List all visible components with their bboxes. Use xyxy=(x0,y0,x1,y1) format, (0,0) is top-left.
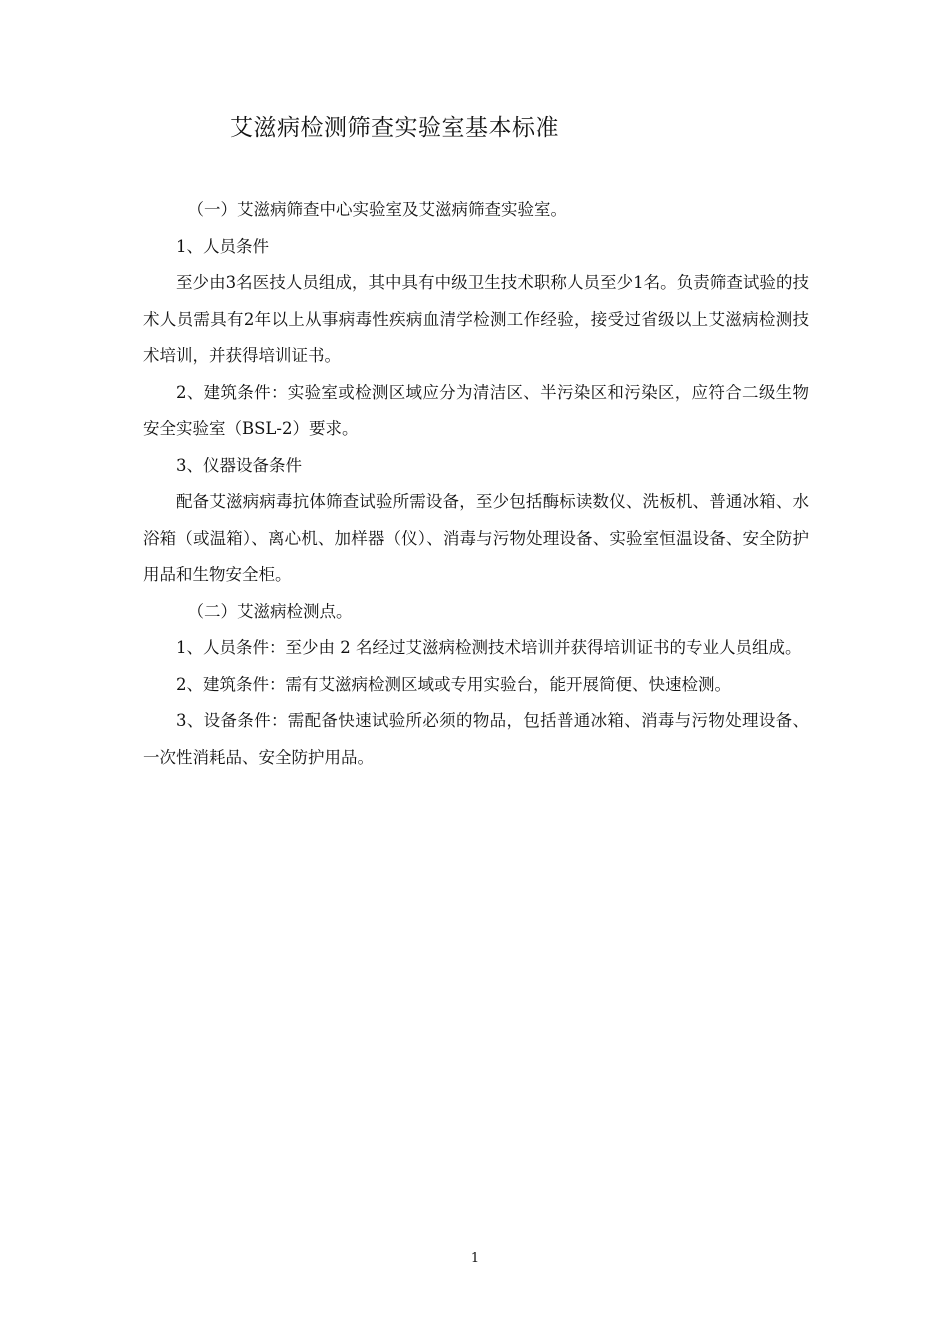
building-requirements-paragraph: 2、建筑条件：实验室或检测区域应分为清洁区、半污染区和污染区，应符合二级生物安全实验室（BSL-2）要求。 xyxy=(143,382,809,438)
section-heading-1: （一）艾滋病筛查中心实验室及艾滋病筛查实验室。 xyxy=(187,200,568,219)
equipment-requirements-paragraph: 配备艾滋病病毒抗体筛查试验所需设备，至少包括酶标读数仪、洗板机、普通冰箱、水浴箱（或温箱）、离心机、加样器（仪）、消毒与污物处理设备、实验室恒温设备、安全防护用品和生物安全柜。 xyxy=(143,492,809,584)
testing-point-building-paragraph: 2、建筑条件：需有艾滋病检测区域或专用实验台，能开展简便、快速检测。 xyxy=(176,674,731,694)
document-title: 艾滋病检测筛查实验室基本标准 xyxy=(230,115,559,141)
subsection-staff-heading: 1、人员条件 xyxy=(176,236,269,256)
document-body xyxy=(143,192,809,776)
page-number: 1 xyxy=(470,1251,480,1266)
testing-point-equipment-paragraph: 3、设备条件：需配备快速试验所必须的物品，包括普通冰箱、消毒与污物处理设备、一次性消耗品、安全防护用品。 xyxy=(143,711,809,767)
staff-requirements-paragraph: 至少由3名医技人员组成，其中具有中级卫生技术职称人员至少1名。负责筛查试验的技术人员需具有2年以上从事病毒性疾病血清学检测工作经验，接受过省级以上艾滋病检测技术培训，并获得培训证书。 xyxy=(143,273,809,365)
subsection-equipment-heading: 3、仪器设备条件 xyxy=(176,455,302,475)
testing-point-staff-paragraph: 1、人员条件：至少由 2 名经过艾滋病检测技术培训并获得培训证书的专业人员组成。 xyxy=(176,638,802,657)
section-heading-2: （二）艾滋病检测点。 xyxy=(187,601,353,621)
